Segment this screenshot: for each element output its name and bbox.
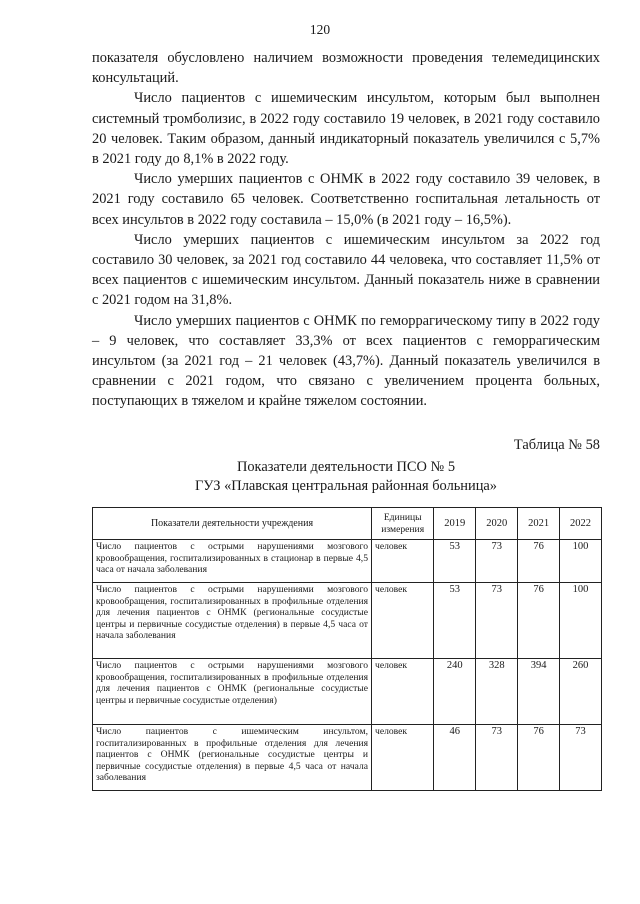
row-value-2020: 73	[476, 725, 518, 791]
table-title-line-1: Показатели деятельности ПСО № 5	[236, 459, 456, 475]
row-value-2022: 100	[560, 540, 602, 583]
table-header-row	[93, 508, 602, 540]
paragraph-4: Число умерших пациентов с ишемическим инсультом за 2022 год составило 30 человек, за 2021 год составило 44 человека, что составляет 11,5% от всех пациентов с ишемическим инсультом. Данный показатель ниже в сравнении с 2021 годом на 31,8%.	[92, 231, 600, 309]
paragraph-1: показателя обусловлено наличием возможности проведения телемедицинских консультаций.	[92, 50, 600, 87]
row-unit: человек	[372, 725, 434, 791]
header-indicator: Показатели деятельности учреждения	[93, 508, 372, 540]
row-value-2021: 76	[518, 583, 560, 659]
row-value-2020: 73	[476, 540, 518, 583]
table-title	[92, 458, 600, 496]
row-value-2022: 100	[560, 583, 602, 659]
row-indicator-name: Число пациентов с ишемическим инсультом, госпитализированных в профильные отделения для лечения пациентов с ОНМК (региональные сосудистые центры и первичные сосудистые отделения) в первые 4,5 часа от начала заболевания	[93, 725, 372, 791]
row-value-2021: 394	[518, 659, 560, 725]
table-row	[93, 659, 602, 725]
row-indicator-name: Число пациентов с острыми нарушениями мозгового кровообращения, госпитализированных в профильные отделения для лечения пациентов с ОНМК (региональные сосудистые центры и первичные сосудистые отделения) в первые 4,5 часа от начала заболевания	[93, 583, 372, 659]
table-row	[93, 725, 602, 791]
row-value-2022: 73	[560, 725, 602, 791]
table-title-line-2: ГУЗ «Плавская центральная районная больница»	[194, 478, 497, 494]
row-unit: человек	[372, 659, 434, 725]
paragraph-3: Число умерших пациентов с ОНМК в 2022 году составило 39 человек, в 2021 году составило 65 человек. Соответственно госпитальная летальность от всех инсультов в 2022 году составила – 15,0% (в 2021 году – 16,5%).	[92, 171, 600, 228]
row-value-2019: 240	[434, 659, 476, 725]
row-value-2021: 76	[518, 725, 560, 791]
header-year-2019: 2019	[434, 508, 476, 540]
row-unit: человек	[372, 540, 434, 583]
table-row	[93, 583, 602, 659]
row-value-2021: 76	[518, 540, 560, 583]
header-year-2022: 2022	[560, 508, 602, 540]
row-value-2019: 53	[434, 583, 476, 659]
header-year-2020: 2020	[476, 508, 518, 540]
row-indicator-name: Число пациентов с острыми нарушениями мозгового кровообращения, госпитализированных в профильные отделения для лечения пациентов с ОНМК (региональные сосудистые центры и первичные сосудистые отделения)	[93, 659, 372, 725]
row-value-2022: 260	[560, 659, 602, 725]
page-number: 120	[309, 22, 331, 37]
row-value-2019: 46	[434, 725, 476, 791]
header-unit: Единицы измерения	[372, 508, 434, 540]
row-unit: человек	[372, 583, 434, 659]
paragraph-5: Число умерших пациентов с ОНМК по геморрагическому типу в 2022 году – 9 человек, что составляет 33,3% от всех пациентов с геморрагическим инсультом (за 2021 год – 21 человек (43,7%). Данный показатель увеличился в сравнении с 2021 годом, что связано с увеличением процента больных, поступающих в тяжелом и крайне тяжелом состоянии.	[92, 312, 600, 410]
header-year-2021: 2021	[518, 508, 560, 540]
row-indicator-name: Число пациентов с острыми нарушениями мозгового кровообращения, госпитализированных в стационар в первые 4,5 часа от начала заболевания	[93, 540, 372, 583]
row-value-2020: 73	[476, 583, 518, 659]
table-label: Таблица № 58	[513, 437, 600, 453]
table-row	[93, 540, 602, 583]
body-text	[92, 48, 600, 412]
paragraph-2: Число пациентов с ишемическим инсультом, которым был выполнен системный тромболизис, в 2022 году составило 19 человек, в 2021 году составило 20 человек. Таким образом, данный индикаторный показатель увеличился с 5,7% в 2021 году до 8,1% в 2022 году.	[92, 90, 600, 168]
row-value-2020: 328	[476, 659, 518, 725]
row-value-2019: 53	[434, 540, 476, 583]
indicators-table	[92, 507, 602, 791]
